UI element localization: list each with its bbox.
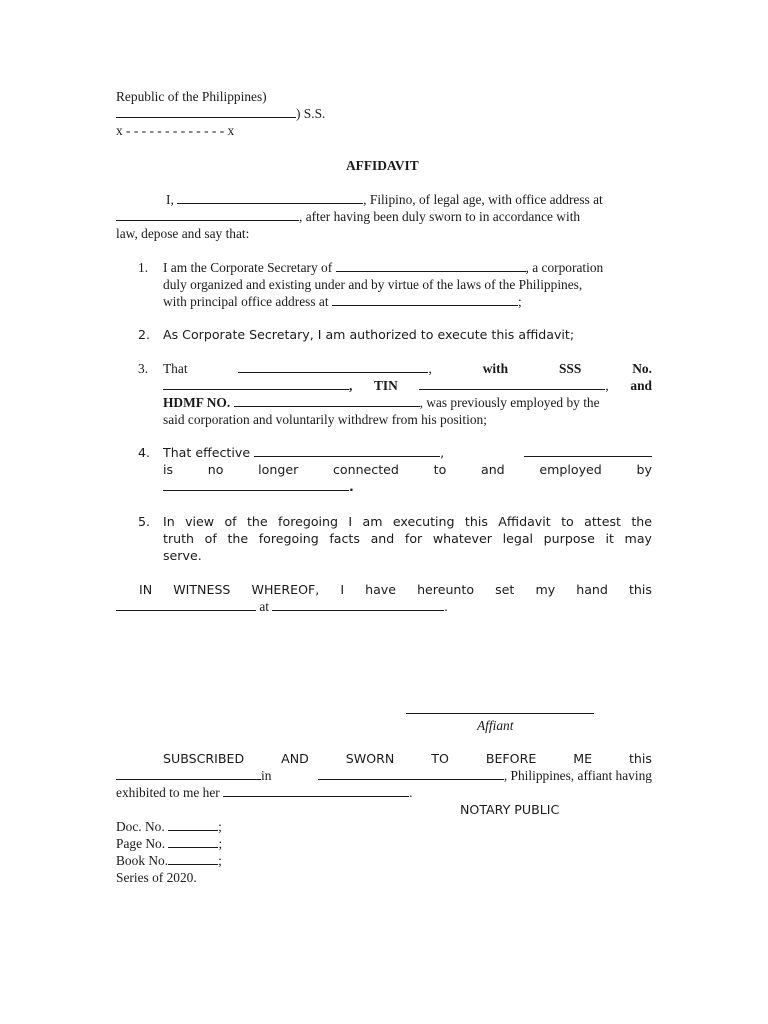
witness-word: WITNESS [173,582,231,597]
item-4-word: to [433,462,447,477]
doc-no-label: Doc. No. [116,819,165,834]
item-3 [163,360,652,428]
item-1-text-a: I am the Corporate Secretary of [163,260,333,275]
blank-effective-date[interactable] [254,444,440,457]
item-2-number: 2. [138,327,151,342]
page-no-line [116,835,222,852]
item-3-said: said corporation and voluntarily withdrew from his position; [163,412,487,427]
blank-city[interactable] [116,105,296,118]
item-5-number: 5. [138,514,151,529]
witness-word: hand [576,582,608,597]
blank-page-no[interactable] [168,835,218,848]
item-3-comma3: , [605,378,609,393]
witness-word: this [628,582,652,597]
item-2-text: As Corporate Secretary, I am authorized to execute this affidavit; [163,327,575,342]
item-5-line-b: truth of the foregoing facts and for whatever legal purpose it may [163,531,652,546]
venue-city-line [116,105,325,122]
item-1-text-d: with principal office address at [163,294,329,309]
series-line: Series of 2020. [116,870,197,885]
blank-subscribed-date[interactable] [116,767,261,780]
intro-sworn: , after having been duly sworn to in accordance with [299,209,581,224]
venue-country: Republic of the Philippines) [116,89,267,104]
item-4-word: longer [258,462,299,477]
item-3-with: with [482,361,509,376]
document-title: AFFIDAVIT [346,158,419,173]
subscribed-phil: , Philippines, affiant having [503,768,652,783]
blank-principal-address[interactable] [332,293,518,306]
item-4 [163,444,652,495]
witness-word: set [495,582,515,597]
witness-at: at [259,599,270,614]
blank-doc-no[interactable] [168,818,218,831]
affidavit-page [116,0,652,1024]
witness-word: hereunto [417,582,475,597]
item-1-text-c: duly organized and existing under and by virtue of the laws of the Philippines, [163,277,583,292]
item-3-sss: SSS [558,361,582,376]
page-no-label: Page No. [116,836,166,851]
item-4-number: 4. [138,445,151,460]
item-1-text-e: ; [517,294,522,309]
book-no-label: Book No. [116,853,169,868]
subscribed-word: TO [431,751,449,766]
subscribed-in: in [261,768,272,783]
blank-employer-name[interactable] [163,478,349,491]
item-3-hdmf: HDMF NO. [163,395,231,410]
page-no-semi: ; [218,836,223,851]
witness-word: WHEREOF, [251,582,320,597]
affiant-label: Affiant [477,718,514,733]
subscribed-end: . [409,785,413,800]
book-no-line [116,852,222,869]
item-3-number: 3. [138,361,149,376]
witness-word: have [365,582,396,597]
item-3-and: and [630,378,652,393]
blank-id-exhibited[interactable] [223,784,409,797]
item-4-word: employed [539,462,602,477]
blank-subscribed-place[interactable] [318,767,504,780]
item-4-comma: , [440,445,445,460]
blank-sss-number[interactable] [163,377,349,390]
witness-line-2 [116,598,448,615]
blank-tin-number[interactable] [419,377,605,390]
item-4-word: by [636,462,652,477]
doc-no-semi: ; [218,819,222,834]
subscribed-exhibited: exhibited to me her [116,785,220,800]
intro-line-2 [116,208,652,225]
item-4-word: is [163,462,174,477]
item-3-comma2: , [349,378,353,393]
witness-word: I [340,582,345,597]
witness-line-1 [116,581,652,598]
item-3-that: That [163,361,188,376]
blank-employee-name[interactable] [238,360,428,373]
witness-word: my [535,582,556,597]
subscribed-word: AND [281,751,309,766]
venue-ss: ) S.S. [296,106,326,121]
notary-public-label: NOTARY PUBLIC [460,802,560,817]
intro-filipino: , Filipino, of legal age, with office address at [363,192,603,207]
witness-word: IN [139,582,153,597]
blank-employee-name-2[interactable] [524,444,652,457]
item-5 [163,513,652,564]
blank-corporation-name[interactable] [336,259,526,272]
witness-end: . [444,599,448,614]
blank-witness-place[interactable] [272,598,444,611]
item-4-end: . [349,479,354,494]
item-3-prev: , was previously employed by the [419,395,600,410]
item-1-text-b: , a corporation [525,260,604,275]
item-1-number: 1. [138,260,149,275]
subscribed-word: ME [573,751,593,766]
book-no-semi: ; [218,853,222,868]
subscribed-word: this [628,751,652,766]
doc-no-line [116,818,222,835]
subscribed-word: SWORN [345,751,395,766]
item-5-line-c: serve. [163,548,202,563]
item-4-word: no [207,462,224,477]
blank-affiant-name[interactable] [177,191,363,204]
blank-office-address[interactable] [116,208,299,221]
item-3-no: No. [632,361,652,376]
affiant-signature-line[interactable] [406,700,594,714]
item-4-word: and [480,462,505,477]
venue-separator: x - - - - - - - - - - - - - x [116,123,235,138]
item-4-word: connected [332,462,399,477]
item-3-tin: TIN [373,378,398,393]
blank-hdmf-number[interactable] [234,394,420,407]
blank-book-no[interactable] [168,852,218,865]
subscribed-line-3 [116,784,412,801]
subscribed-word: BEFORE [485,751,537,766]
intro-i: I, [166,192,174,207]
subscribed-word: SUBSCRIBED [163,751,245,766]
subscribed-line-1 [116,750,652,767]
subscribed-line-2 [116,767,652,784]
item-4-that: That effective [163,445,251,460]
intro-depose: law, depose and say that: [116,226,250,241]
item-3-comma: , [428,361,432,376]
item-5-line-a: In view of the foregoing I am executing this Affidavit to attest the [163,514,652,529]
intro-line-1 [116,191,652,208]
blank-witness-date[interactable] [116,598,256,611]
item-1 [163,259,652,310]
